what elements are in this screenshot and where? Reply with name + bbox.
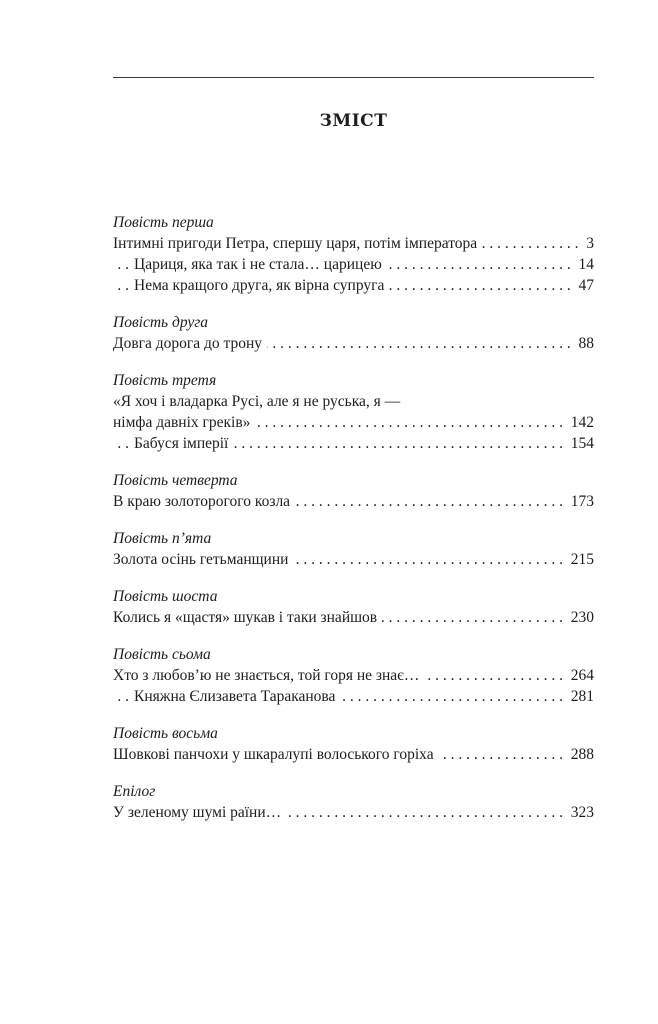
toc-entry	[113, 491, 594, 512]
toc-subentry	[113, 433, 594, 454]
toc-section	[113, 723, 594, 765]
toc-entry	[113, 391, 594, 412]
entry-label: Шовкові панчохи у шкаралупі волоського горіха	[113, 746, 439, 763]
section-heading: Повість четверта	[113, 472, 238, 489]
section-heading: Повість п’ята	[113, 530, 212, 547]
toc-entry	[113, 802, 594, 823]
toc-section	[113, 470, 594, 512]
page-number: 142	[567, 412, 594, 433]
page-number: 88	[575, 333, 595, 354]
entry-label: Хто з любов’ю не знається, той горя не знає…	[113, 667, 424, 684]
toc-subentry	[113, 686, 594, 707]
page-title: ЗМІСТ	[319, 111, 388, 131]
entry-label: У зеленому шумі раїни…	[113, 804, 286, 821]
table-of-contents	[113, 212, 594, 839]
toc-section	[113, 212, 594, 296]
page-number: 14	[575, 254, 595, 275]
toc-section	[113, 644, 594, 707]
toc-entry	[113, 744, 594, 765]
page-number: 215	[567, 549, 594, 570]
page-number: 264	[567, 665, 594, 686]
section-heading: Епілог	[113, 783, 156, 800]
page-number: 47	[575, 275, 595, 296]
toc-subentry	[113, 275, 594, 296]
section-heading: Повість восьма	[113, 725, 218, 742]
page-number: 173	[567, 491, 594, 512]
page-number: 230	[567, 607, 594, 628]
section-heading: Повість сьома	[113, 646, 211, 663]
toc-section	[113, 781, 594, 823]
toc-entry	[113, 607, 594, 628]
toc-section	[113, 586, 594, 628]
page-number: 281	[567, 686, 594, 707]
entry-label: Бабуся імперії	[134, 435, 233, 452]
section-heading: Повість шоста	[113, 588, 218, 605]
toc-entry	[113, 665, 594, 686]
entry-label: В краю золоторогого козла	[113, 493, 295, 510]
page-number: 3	[582, 233, 594, 254]
toc-section	[113, 370, 594, 454]
toc-entry	[113, 233, 594, 254]
entry-label: німфа давніх греків»	[113, 414, 255, 431]
section-heading: Повість перша	[113, 214, 214, 231]
entry-label: Княжна Єлизавета Тараканова	[134, 688, 340, 705]
entry-label: «Я хоч і владарка Русі, але я не руська, я —	[113, 393, 405, 410]
toc-section	[113, 312, 594, 354]
toc-entry	[113, 549, 594, 570]
toc-entry	[113, 333, 594, 354]
section-heading: Повість третя	[113, 372, 217, 389]
entry-label: Інтимні пригоди Петра, спершу царя, потім імператора	[113, 235, 482, 252]
entry-label: Цариця, яка так і не стала… царицею	[134, 256, 387, 273]
page-number: 288	[567, 744, 594, 765]
entry-label: Колись я «щастя» шукав і таки знайшов	[113, 609, 382, 626]
entry-label: Золота осінь гетьманщини	[113, 551, 293, 568]
entry-label: Нема кращого друга, як вірна супруга	[134, 277, 389, 294]
entry-label: Довга дорога до трону	[113, 335, 267, 352]
page-number: 154	[567, 433, 594, 454]
section-heading: Повість друга	[113, 314, 209, 331]
toc-section	[113, 528, 594, 570]
page-number: 323	[567, 802, 594, 823]
header-rule	[113, 77, 594, 78]
toc-entry	[113, 412, 594, 433]
toc-subentry	[113, 254, 594, 275]
